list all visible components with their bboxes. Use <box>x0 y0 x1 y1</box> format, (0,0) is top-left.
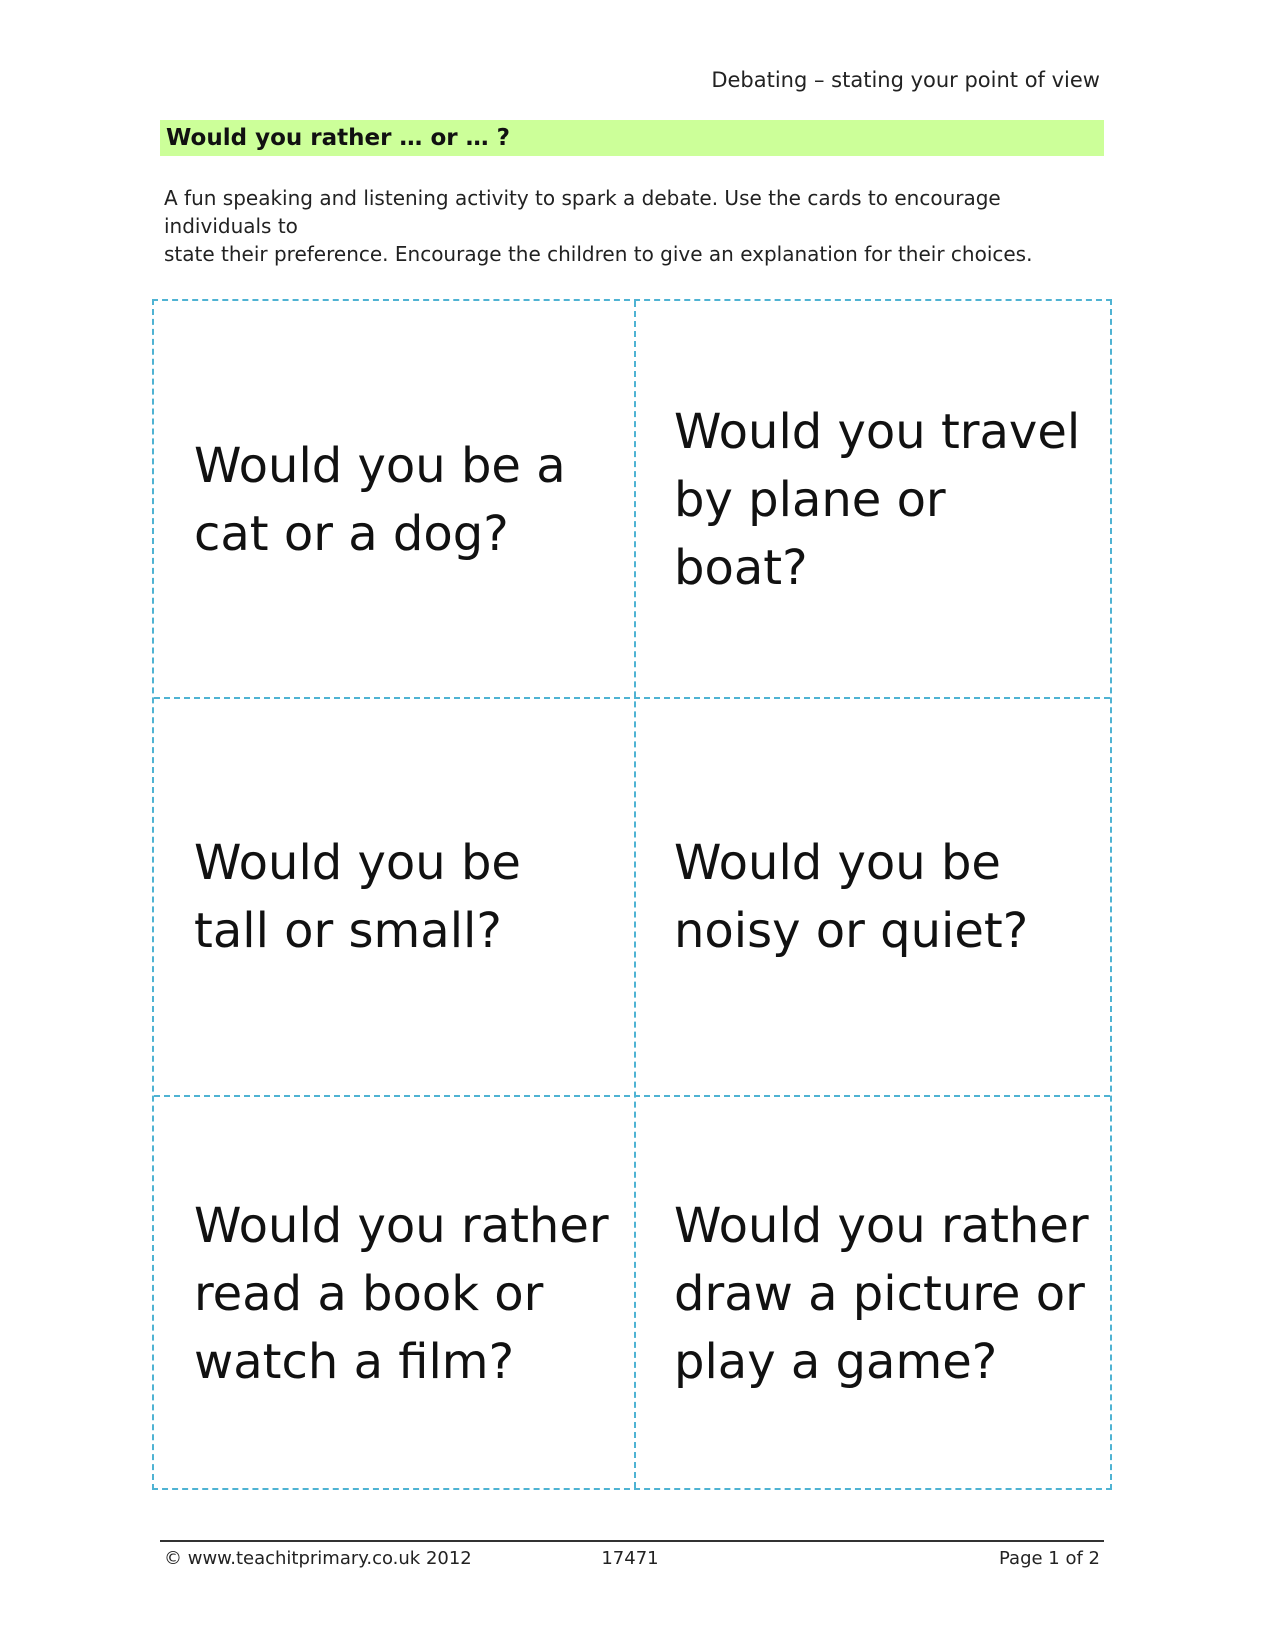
footer-rule <box>160 1540 1104 1542</box>
card-text <box>194 1192 609 1396</box>
card-grid <box>152 299 1112 1490</box>
card-text <box>194 829 521 965</box>
card-text <box>674 398 1094 602</box>
page-title: Would you rather … or … ? <box>166 125 510 151</box>
card-cat-or-dog <box>154 301 634 698</box>
title-bar <box>160 120 1104 156</box>
card-text <box>674 1192 1089 1396</box>
footer-doc-id: 17471 <box>601 1548 659 1569</box>
card-line: Would you be <box>674 834 1001 891</box>
card-text <box>194 432 566 568</box>
footer-copyright: © www.teachitprimary.co.uk 2012 <box>164 1548 472 1569</box>
card-line: Would you travel <box>674 403 1081 460</box>
card-line: Would you rather <box>674 1197 1089 1254</box>
card-line: tall or small? <box>194 902 502 959</box>
card-line: watch a film? <box>194 1333 515 1390</box>
running-header: Debating – stating your point of view <box>711 68 1100 92</box>
card-noisy-or-quiet <box>634 698 1114 1095</box>
card-line: play a game? <box>674 1333 998 1390</box>
card-line: read a book or <box>194 1265 544 1322</box>
card-plane-or-boat <box>634 301 1114 698</box>
card-text <box>674 829 1028 965</box>
card-line: draw a picture or <box>674 1265 1085 1322</box>
card-book-or-film <box>154 1095 634 1492</box>
card-line: Would you rather <box>194 1197 609 1254</box>
card-picture-or-game <box>634 1095 1114 1492</box>
card-line: noisy or quiet? <box>674 902 1029 959</box>
footer-page-number: Page 1 of 2 <box>999 1548 1100 1569</box>
card-line: Would you be a <box>194 437 566 494</box>
card-line: Would you be <box>194 834 521 891</box>
intro-line-2: state their preference. Encourage the children to give an explanation for their choices. <box>164 242 1033 266</box>
card-line: by plane or boat? <box>674 471 946 596</box>
intro-paragraph <box>164 184 1114 268</box>
card-line: cat or a dog? <box>194 505 509 562</box>
card-tall-or-small <box>154 698 634 1095</box>
intro-line-1: A fun speaking and listening activity to spark a debate. Use the cards to encourage individuals to <box>164 186 1001 238</box>
